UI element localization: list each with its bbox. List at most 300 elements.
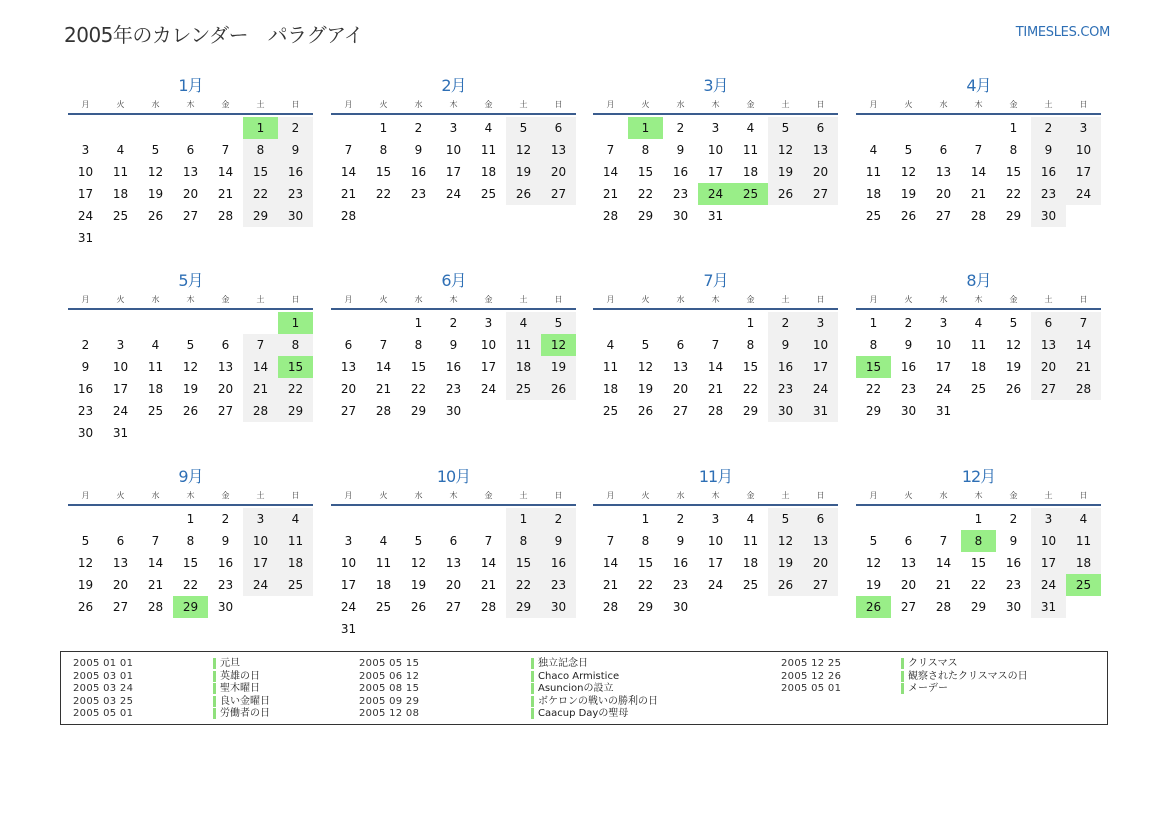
day-cell[interactable]: 10 — [243, 530, 278, 552]
day-cell[interactable]: 1 — [414, 316, 423, 330]
day-cell[interactable]: 9 — [221, 534, 230, 548]
day-cell[interactable]: 14 — [480, 556, 497, 570]
day-cell[interactable]: 11 — [480, 143, 497, 157]
day-cell[interactable]: 4 — [1066, 508, 1101, 530]
day-cell[interactable]: 28 — [935, 600, 952, 614]
day-cell[interactable]: 24 — [445, 187, 462, 201]
day-cell[interactable]: 1 — [186, 512, 195, 526]
day-cell[interactable]: 30 — [672, 209, 689, 223]
day-cell[interactable]: 20 — [217, 382, 234, 396]
day-cell[interactable]: 6 — [803, 508, 838, 530]
day-cell[interactable]: 10 — [935, 338, 952, 352]
day-cell[interactable]: 22 — [637, 187, 654, 201]
day-cell[interactable]: 30 — [900, 404, 917, 418]
day-cell[interactable]: 15 — [637, 556, 654, 570]
day-cell[interactable]: 31 — [935, 404, 952, 418]
day-cell[interactable]: 18 — [602, 382, 619, 396]
day-cell[interactable]: 12 — [506, 139, 541, 161]
day-cell[interactable]: 26 — [541, 378, 576, 400]
day-cell[interactable]: 5 — [186, 338, 195, 352]
day-cell[interactable]: 3 — [344, 534, 353, 548]
day-cell[interactable]: 6 — [676, 338, 685, 352]
day-cell[interactable]: 15 — [970, 556, 987, 570]
day-cell[interactable]: 8 — [506, 530, 541, 552]
day-cell[interactable]: 22 — [410, 382, 427, 396]
day-cell[interactable]: 1 — [746, 316, 755, 330]
day-cell[interactable]: 17 — [112, 382, 129, 396]
day-cell[interactable]: 27 — [340, 404, 357, 418]
day-cell[interactable]: 5 — [904, 143, 913, 157]
day-cell[interactable]: 22 — [865, 382, 882, 396]
day-cell[interactable]: 18 — [375, 578, 392, 592]
day-cell[interactable]: 9 — [278, 139, 313, 161]
day-cell[interactable]: 25 — [865, 209, 882, 223]
day-cell[interactable]: 15 — [410, 360, 427, 374]
day-cell[interactable]: 13 — [1031, 334, 1066, 356]
day-cell[interactable]: 24 — [77, 209, 94, 223]
day-cell[interactable]: 19 — [506, 161, 541, 183]
day-cell[interactable]: 13 — [672, 360, 689, 374]
day-cell[interactable]: 3 — [803, 312, 838, 334]
day-cell[interactable]: 3 — [484, 316, 493, 330]
day-cell[interactable]: 29 — [243, 205, 278, 227]
day-cell[interactable]: 13 — [112, 556, 129, 570]
day-cell[interactable]: 21 — [970, 187, 987, 201]
day-cell[interactable]: 16 — [77, 382, 94, 396]
day-cell[interactable]: 25 — [112, 209, 129, 223]
day-cell[interactable]: 25 — [480, 187, 497, 201]
day-cell[interactable]: 14 — [1066, 334, 1101, 356]
day-cell[interactable]: 9 — [904, 338, 913, 352]
day-cell[interactable]: 7 — [974, 143, 983, 157]
holiday-day-cell[interactable]: 15 — [278, 356, 313, 378]
day-cell[interactable]: 10 — [77, 165, 94, 179]
day-cell[interactable]: 20 — [340, 382, 357, 396]
day-cell[interactable]: 27 — [217, 404, 234, 418]
day-cell[interactable]: 15 — [742, 360, 759, 374]
day-cell[interactable]: 17 — [445, 165, 462, 179]
day-cell[interactable]: 10 — [1066, 139, 1101, 161]
day-cell[interactable]: 12 — [637, 360, 654, 374]
day-cell[interactable]: 2 — [1031, 117, 1066, 139]
day-cell[interactable]: 5 — [541, 312, 576, 334]
day-cell[interactable]: 18 — [480, 165, 497, 179]
day-cell[interactable]: 29 — [970, 600, 987, 614]
day-cell[interactable]: 14 — [375, 360, 392, 374]
day-cell[interactable]: 9 — [414, 143, 423, 157]
day-cell[interactable]: 6 — [449, 534, 458, 548]
day-cell[interactable]: 22 — [742, 382, 759, 396]
day-cell[interactable]: 18 — [742, 165, 759, 179]
holiday-day-cell[interactable]: 8 — [961, 530, 996, 552]
day-cell[interactable]: 14 — [340, 165, 357, 179]
day-cell[interactable]: 24 — [112, 404, 129, 418]
day-cell[interactable]: 2 — [904, 316, 913, 330]
day-cell[interactable]: 10 — [340, 556, 357, 570]
day-cell[interactable]: 8 — [869, 338, 878, 352]
day-cell[interactable]: 11 — [1066, 530, 1101, 552]
day-cell[interactable]: 17 — [1031, 552, 1066, 574]
day-cell[interactable]: 30 — [541, 596, 576, 618]
day-cell[interactable]: 11 — [742, 143, 759, 157]
day-cell[interactable]: 16 — [672, 165, 689, 179]
day-cell[interactable]: 4 — [746, 121, 755, 135]
day-cell[interactable]: 27 — [1031, 378, 1066, 400]
day-cell[interactable]: 8 — [641, 534, 650, 548]
day-cell[interactable]: 9 — [1009, 534, 1018, 548]
day-cell[interactable]: 14 — [602, 556, 619, 570]
holiday-day-cell[interactable]: 12 — [541, 334, 576, 356]
day-cell[interactable]: 22 — [375, 187, 392, 201]
holiday-day-cell[interactable]: 25 — [1066, 574, 1101, 596]
day-cell[interactable]: 11 — [147, 360, 164, 374]
day-cell[interactable]: 14 — [970, 165, 987, 179]
day-cell[interactable]: 22 — [970, 578, 987, 592]
day-cell[interactable]: 11 — [742, 534, 759, 548]
day-cell[interactable]: 3 — [81, 143, 90, 157]
day-cell[interactable]: 3 — [243, 508, 278, 530]
day-cell[interactable]: 7 — [939, 534, 948, 548]
day-cell[interactable]: 23 — [672, 578, 689, 592]
day-cell[interactable]: 12 — [77, 556, 94, 570]
day-cell[interactable]: 2 — [768, 312, 803, 334]
day-cell[interactable]: 21 — [217, 187, 234, 201]
day-cell[interactable]: 7 — [606, 143, 615, 157]
day-cell[interactable]: 10 — [803, 334, 838, 356]
day-cell[interactable]: 20 — [803, 552, 838, 574]
day-cell[interactable]: 9 — [1031, 139, 1066, 161]
day-cell[interactable]: 23 — [541, 574, 576, 596]
day-cell[interactable]: 20 — [803, 161, 838, 183]
day-cell[interactable]: 8 — [1009, 143, 1018, 157]
day-cell[interactable]: 23 — [768, 378, 803, 400]
day-cell[interactable]: 5 — [81, 534, 90, 548]
day-cell[interactable]: 2 — [676, 121, 685, 135]
day-cell[interactable]: 12 — [147, 165, 164, 179]
day-cell[interactable]: 7 — [151, 534, 160, 548]
day-cell[interactable]: 7 — [243, 334, 278, 356]
day-cell[interactable]: 21 — [147, 578, 164, 592]
day-cell[interactable]: 13 — [182, 165, 199, 179]
day-cell[interactable]: 20 — [541, 161, 576, 183]
day-cell[interactable]: 16 — [278, 161, 313, 183]
day-cell[interactable]: 21 — [707, 382, 724, 396]
day-cell[interactable]: 17 — [707, 556, 724, 570]
day-cell[interactable]: 26 — [182, 404, 199, 418]
day-cell[interactable]: 11 — [112, 165, 129, 179]
day-cell[interactable]: 28 — [340, 209, 357, 223]
day-cell[interactable]: 29 — [506, 596, 541, 618]
day-cell[interactable]: 17 — [707, 165, 724, 179]
day-cell[interactable]: 24 — [935, 382, 952, 396]
day-cell[interactable]: 6 — [221, 338, 230, 352]
day-cell[interactable]: 7 — [344, 143, 353, 157]
day-cell[interactable]: 6 — [541, 117, 576, 139]
day-cell[interactable]: 7 — [221, 143, 230, 157]
day-cell[interactable]: 15 — [182, 556, 199, 570]
day-cell[interactable]: 13 — [445, 556, 462, 570]
day-cell[interactable]: 12 — [768, 139, 803, 161]
day-cell[interactable]: 18 — [865, 187, 882, 201]
day-cell[interactable]: 22 — [182, 578, 199, 592]
day-cell[interactable]: 13 — [900, 556, 917, 570]
day-cell[interactable]: 3 — [116, 338, 125, 352]
day-cell[interactable]: 26 — [506, 183, 541, 205]
day-cell[interactable]: 26 — [768, 574, 803, 596]
day-cell[interactable]: 9 — [676, 143, 685, 157]
day-cell[interactable]: 11 — [602, 360, 619, 374]
day-cell[interactable]: 19 — [865, 578, 882, 592]
holiday-day-cell[interactable]: 25 — [733, 183, 768, 205]
day-cell[interactable]: 21 — [1066, 356, 1101, 378]
day-cell[interactable]: 5 — [1009, 316, 1018, 330]
day-cell[interactable]: 14 — [147, 556, 164, 570]
day-cell[interactable]: 21 — [480, 578, 497, 592]
day-cell[interactable]: 14 — [935, 556, 952, 570]
day-cell[interactable]: 23 — [900, 382, 917, 396]
day-cell[interactable]: 30 — [217, 600, 234, 614]
day-cell[interactable]: 28 — [1066, 378, 1101, 400]
day-cell[interactable]: 4 — [974, 316, 983, 330]
day-cell[interactable]: 22 — [1005, 187, 1022, 201]
day-cell[interactable]: 29 — [865, 404, 882, 418]
day-cell[interactable]: 5 — [506, 117, 541, 139]
day-cell[interactable]: 18 — [278, 552, 313, 574]
site-logo[interactable]: TIMESLES.COM — [1015, 25, 1110, 40]
day-cell[interactable]: 16 — [900, 360, 917, 374]
day-cell[interactable]: 10 — [1031, 530, 1066, 552]
day-cell[interactable]: 26 — [77, 600, 94, 614]
day-cell[interactable]: 12 — [900, 165, 917, 179]
day-cell[interactable]: 23 — [672, 187, 689, 201]
day-cell[interactable]: 1 — [506, 508, 541, 530]
day-cell[interactable]: 24 — [707, 578, 724, 592]
day-cell[interactable]: 16 — [768, 356, 803, 378]
day-cell[interactable]: 30 — [77, 426, 94, 440]
day-cell[interactable]: 26 — [147, 209, 164, 223]
day-cell[interactable]: 29 — [742, 404, 759, 418]
day-cell[interactable]: 23 — [217, 578, 234, 592]
day-cell[interactable]: 14 — [217, 165, 234, 179]
day-cell[interactable]: 31 — [707, 209, 724, 223]
day-cell[interactable]: 12 — [768, 530, 803, 552]
day-cell[interactable]: 15 — [506, 552, 541, 574]
day-cell[interactable]: 25 — [970, 382, 987, 396]
day-cell[interactable]: 20 — [900, 578, 917, 592]
day-cell[interactable]: 11 — [278, 530, 313, 552]
day-cell[interactable]: 12 — [865, 556, 882, 570]
day-cell[interactable]: 10 — [707, 534, 724, 548]
day-cell[interactable]: 18 — [742, 556, 759, 570]
day-cell[interactable]: 12 — [1005, 338, 1022, 352]
day-cell[interactable]: 24 — [1031, 574, 1066, 596]
day-cell[interactable]: 24 — [803, 378, 838, 400]
day-cell[interactable]: 19 — [410, 578, 427, 592]
day-cell[interactable]: 9 — [768, 334, 803, 356]
day-cell[interactable]: 27 — [541, 183, 576, 205]
day-cell[interactable]: 6 — [116, 534, 125, 548]
day-cell[interactable]: 4 — [151, 338, 160, 352]
day-cell[interactable]: 23 — [278, 183, 313, 205]
day-cell[interactable]: 21 — [375, 382, 392, 396]
day-cell[interactable]: 7 — [711, 338, 720, 352]
day-cell[interactable]: 25 — [375, 600, 392, 614]
day-cell[interactable]: 19 — [1005, 360, 1022, 374]
day-cell[interactable]: 23 — [445, 382, 462, 396]
day-cell[interactable]: 30 — [1005, 600, 1022, 614]
day-cell[interactable]: 19 — [768, 161, 803, 183]
day-cell[interactable]: 6 — [344, 338, 353, 352]
day-cell[interactable]: 5 — [869, 534, 878, 548]
day-cell[interactable]: 11 — [970, 338, 987, 352]
day-cell[interactable]: 30 — [1031, 205, 1066, 227]
day-cell[interactable]: 23 — [410, 187, 427, 201]
day-cell[interactable]: 18 — [506, 356, 541, 378]
day-cell[interactable]: 4 — [379, 534, 388, 548]
day-cell[interactable]: 31 — [803, 400, 838, 422]
day-cell[interactable]: 25 — [147, 404, 164, 418]
day-cell[interactable]: 2 — [541, 508, 576, 530]
day-cell[interactable]: 16 — [1005, 556, 1022, 570]
day-cell[interactable]: 5 — [641, 338, 650, 352]
day-cell[interactable]: 27 — [900, 600, 917, 614]
day-cell[interactable]: 22 — [278, 378, 313, 400]
day-cell[interactable]: 4 — [869, 143, 878, 157]
day-cell[interactable]: 25 — [602, 404, 619, 418]
day-cell[interactable]: 19 — [182, 382, 199, 396]
day-cell[interactable]: 21 — [340, 187, 357, 201]
day-cell[interactable]: 16 — [541, 552, 576, 574]
day-cell[interactable]: 12 — [182, 360, 199, 374]
day-cell[interactable]: 25 — [506, 378, 541, 400]
day-cell[interactable]: 16 — [1031, 161, 1066, 183]
day-cell[interactable]: 15 — [243, 161, 278, 183]
day-cell[interactable]: 5 — [414, 534, 423, 548]
day-cell[interactable]: 11 — [506, 334, 541, 356]
day-cell[interactable]: 13 — [217, 360, 234, 374]
day-cell[interactable]: 14 — [602, 165, 619, 179]
day-cell[interactable]: 28 — [602, 600, 619, 614]
day-cell[interactable]: 5 — [768, 508, 803, 530]
day-cell[interactable]: 13 — [541, 139, 576, 161]
day-cell[interactable]: 3 — [939, 316, 948, 330]
day-cell[interactable]: 8 — [641, 143, 650, 157]
day-cell[interactable]: 25 — [278, 574, 313, 596]
holiday-day-cell[interactable]: 26 — [856, 596, 891, 618]
day-cell[interactable]: 28 — [602, 209, 619, 223]
day-cell[interactable]: 5 — [151, 143, 160, 157]
day-cell[interactable]: 17 — [340, 578, 357, 592]
day-cell[interactable]: 15 — [637, 165, 654, 179]
day-cell[interactable]: 26 — [410, 600, 427, 614]
day-cell[interactable]: 2 — [676, 512, 685, 526]
day-cell[interactable]: 28 — [243, 400, 278, 422]
day-cell[interactable]: 22 — [637, 578, 654, 592]
day-cell[interactable]: 19 — [147, 187, 164, 201]
day-cell[interactable]: 27 — [112, 600, 129, 614]
day-cell[interactable]: 28 — [970, 209, 987, 223]
day-cell[interactable]: 23 — [1005, 578, 1022, 592]
day-cell[interactable]: 18 — [1066, 552, 1101, 574]
day-cell[interactable]: 6 — [1031, 312, 1066, 334]
day-cell[interactable]: 18 — [970, 360, 987, 374]
day-cell[interactable]: 11 — [865, 165, 882, 179]
day-cell[interactable]: 4 — [746, 512, 755, 526]
day-cell[interactable]: 6 — [186, 143, 195, 157]
day-cell[interactable]: 10 — [112, 360, 129, 374]
day-cell[interactable]: 23 — [1031, 183, 1066, 205]
day-cell[interactable]: 9 — [541, 530, 576, 552]
day-cell[interactable]: 4 — [606, 338, 615, 352]
day-cell[interactable]: 26 — [768, 183, 803, 205]
day-cell[interactable]: 10 — [707, 143, 724, 157]
day-cell[interactable]: 26 — [900, 209, 917, 223]
day-cell[interactable]: 8 — [186, 534, 195, 548]
day-cell[interactable]: 19 — [768, 552, 803, 574]
day-cell[interactable]: 29 — [410, 404, 427, 418]
day-cell[interactable]: 25 — [742, 578, 759, 592]
day-cell[interactable]: 10 — [445, 143, 462, 157]
day-cell[interactable]: 17 — [243, 552, 278, 574]
day-cell[interactable]: 29 — [637, 600, 654, 614]
day-cell[interactable]: 29 — [278, 400, 313, 422]
day-cell[interactable]: 28 — [480, 600, 497, 614]
day-cell[interactable]: 3 — [711, 512, 720, 526]
day-cell[interactable]: 19 — [77, 578, 94, 592]
day-cell[interactable]: 13 — [803, 139, 838, 161]
day-cell[interactable]: 1 — [1009, 121, 1018, 135]
day-cell[interactable]: 20 — [1031, 356, 1066, 378]
day-cell[interactable]: 2 — [81, 338, 90, 352]
day-cell[interactable]: 6 — [904, 534, 913, 548]
day-cell[interactable]: 29 — [637, 209, 654, 223]
day-cell[interactable]: 30 — [672, 600, 689, 614]
holiday-day-cell[interactable]: 1 — [278, 312, 313, 334]
holiday-day-cell[interactable]: 24 — [698, 183, 733, 205]
day-cell[interactable]: 27 — [672, 404, 689, 418]
day-cell[interactable]: 14 — [243, 356, 278, 378]
day-cell[interactable]: 24 — [1066, 183, 1101, 205]
day-cell[interactable]: 2 — [1009, 512, 1018, 526]
day-cell[interactable]: 28 — [147, 600, 164, 614]
day-cell[interactable]: 13 — [803, 530, 838, 552]
day-cell[interactable]: 16 — [217, 556, 234, 570]
day-cell[interactable]: 4 — [278, 508, 313, 530]
day-cell[interactable]: 7 — [606, 534, 615, 548]
holiday-day-cell[interactable]: 29 — [173, 596, 208, 618]
day-cell[interactable]: 30 — [278, 205, 313, 227]
day-cell[interactable]: 7 — [379, 338, 388, 352]
day-cell[interactable]: 3 — [449, 121, 458, 135]
day-cell[interactable]: 18 — [147, 382, 164, 396]
day-cell[interactable]: 8 — [746, 338, 755, 352]
day-cell[interactable]: 17 — [935, 360, 952, 374]
day-cell[interactable]: 2 — [449, 316, 458, 330]
day-cell[interactable]: 2 — [278, 117, 313, 139]
day-cell[interactable]: 19 — [900, 187, 917, 201]
day-cell[interactable]: 24 — [340, 600, 357, 614]
day-cell[interactable]: 10 — [480, 338, 497, 352]
day-cell[interactable]: 13 — [935, 165, 952, 179]
holiday-day-cell[interactable]: 1 — [628, 117, 663, 139]
day-cell[interactable]: 16 — [445, 360, 462, 374]
day-cell[interactable]: 20 — [445, 578, 462, 592]
day-cell[interactable]: 4 — [116, 143, 125, 157]
day-cell[interactable]: 30 — [445, 404, 462, 418]
day-cell[interactable]: 28 — [217, 209, 234, 223]
day-cell[interactable]: 6 — [803, 117, 838, 139]
day-cell[interactable]: 27 — [803, 574, 838, 596]
